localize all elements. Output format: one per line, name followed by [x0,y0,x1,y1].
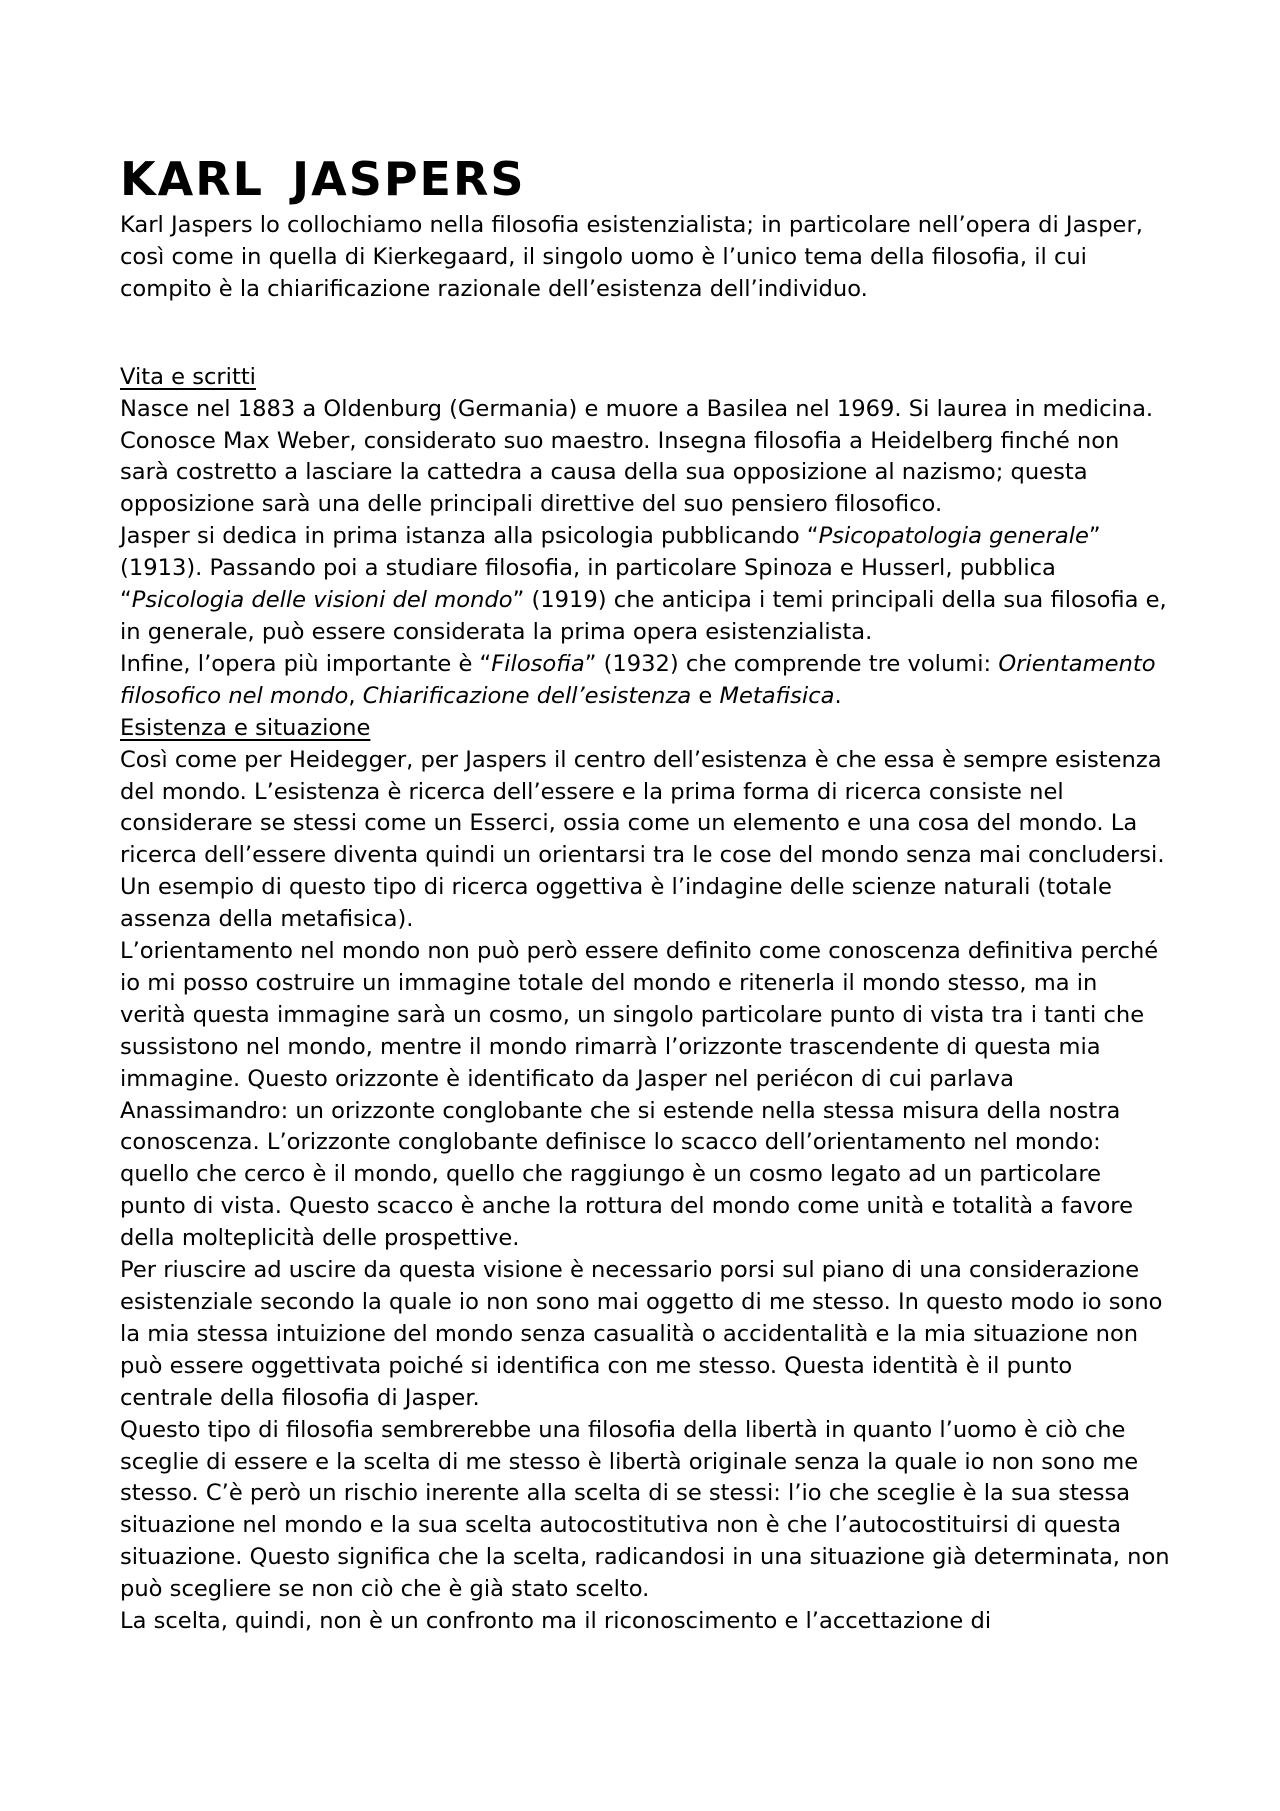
paragraph-biography: Nasce nel 1883 a Oldenburg (Germania) e muore a Basilea nel 1969. Si laurea in medicina. Conosce Max Weber, considerato suo maestro. Insegna filosofia a Heidelberg finché non sarà costretto a lasciare la cattedra a causa della sua opposizione al nazismo; questa opposizione sarà una delle principali direttive del suo pensiero filosofico. [120,395,1154,518]
work-title-psicologia: Psicologia delle visioni del mondo [131,587,513,614]
work-title-filosofia: Filosofia [491,650,585,677]
document-page [120,150,1170,1638]
document-title: KARL JASPERS [120,152,526,206]
text-run: , [348,682,363,709]
paragraph-orientation: L’orientamento nel mondo non può però essere definito come conoscenza definitiva perché io mi posso costruire un immagine totale del mondo e ritenerla il mondo stesso, ma in verità questa immagine sarà un cosmo, un singolo particolare punto di vista tra i tanti che sussistono nel mondo, mentre il mondo rimarrà l’orizzonte trascendente di questa mia immagine. Questo orizzonte è identificato da Jasper nel periécon di cui parlava Anassimandro: un orizzonte conglobante che si estende nella stessa misura della nostra conoscenza. L’orizzonte conglobante definisce lo scacco dell’orientamento nel mondo: quello che cerco è il mondo, quello che raggiungo è un cosmo legato ad un particolare punto di vista. Questo scacco è anche la rottura del mondo come unità e totalità a favore della molteplicità delle prospettive. [120,938,1159,1252]
paragraph-freedom: Questo tipo di filosofia sembrerebbe una filosofia della libertà in quanto l’uomo è ciò che sceglie di essere e la scelta di me stesso è libertà originale senza la quale io non sono me stesso. C’è però un rischio inerente alla scelta di se stessi: l’io che sceglie è la sua stessa situazione nel mondo e la sua scelta autocostitutiva non è che l’autocostituirsi di questa situazione. Questo significa che la scelta, radicandosi in una situazione già determinata, non può scegliere se non ciò che è già stato scelto. [120,1416,1170,1603]
text-run: Jasper si dedica in prima istanza alla psicologia pubblicando “ [120,523,819,550]
volume-title-metafisica: Metafisica [719,682,835,709]
text-run: ” (1932) che comprende tre volumi: [584,650,999,677]
paragraph-existential-consideration: Per riuscire ad uscire da questa visione è necessario porsi sul piano di una considerazione esistenziale secondo la quale io non sono mai oggetto di me stesso. In questo modo io sono la mia stessa intuizione del mondo senza casualità o accidentalità e la mia situazione non può essere oggettivata poiché si identifica con me stesso. Questa identità è il punto centrale della filosofia di Jasper. [120,1257,1163,1411]
work-title-psicopatologia: Psicopatologia generale [818,523,1089,550]
section-heading-vita-e-scritti: Vita e scritti [120,363,256,390]
text-run: ” (1919) che anticipa i temi principali della sua filosofia e, in generale, può essere considerata la prima opera esistenzialista. [120,587,1167,645]
paragraph-early-works [120,521,1170,649]
text-run: ” (1913). Passando poi a studiare filosofia, in particolare Spinoza e Husserl, pubblica “ [120,523,1101,614]
volume-title-orientamento: Orientamento filosofico nel mondo [120,650,1156,709]
paragraph-existence: Così come per Heidegger, per Jaspers il centro dell’esistenza è che essa è sempre esistenza del mondo. L’esistenza è ricerca dell’essere e la prima forma di ricerca consiste nel considerare se stessi come un Esserci, ossia come un elemento e una cosa del mondo. La ricerca dell’essere diventa quindi un orientarsi tra le cose del mondo senza mai concludersi. Un esempio di questo tipo di ricerca oggettiva è l’indagine delle scienze naturali (totale assenza della metafisica). [120,746,1165,933]
intro-paragraph: Karl Jaspers lo collochiamo nella filosofia esistenzialista; in particolare nell’opera di Jasper, così come in quella di Kierkegaard, il singolo uomo è l’unico tema della filosofia, il cui compito è la chiarificazione razionale dell’esistenza dell’individuo. [120,212,1143,302]
paragraph-main-work [120,649,1170,713]
volume-title-chiarificazione: Chiarificazione dell’esistenza [362,682,692,709]
section-heading-esistenza-e-situazione: Esistenza e situazione [120,714,371,741]
text-run: e [691,682,720,709]
text-run: Infine, l’opera più importante è “ [120,650,492,677]
paragraph-choice: La scelta, quindi, non è un confronto ma il riconoscimento e l’accettazione di [120,1608,992,1635]
text-run: . [834,682,842,709]
